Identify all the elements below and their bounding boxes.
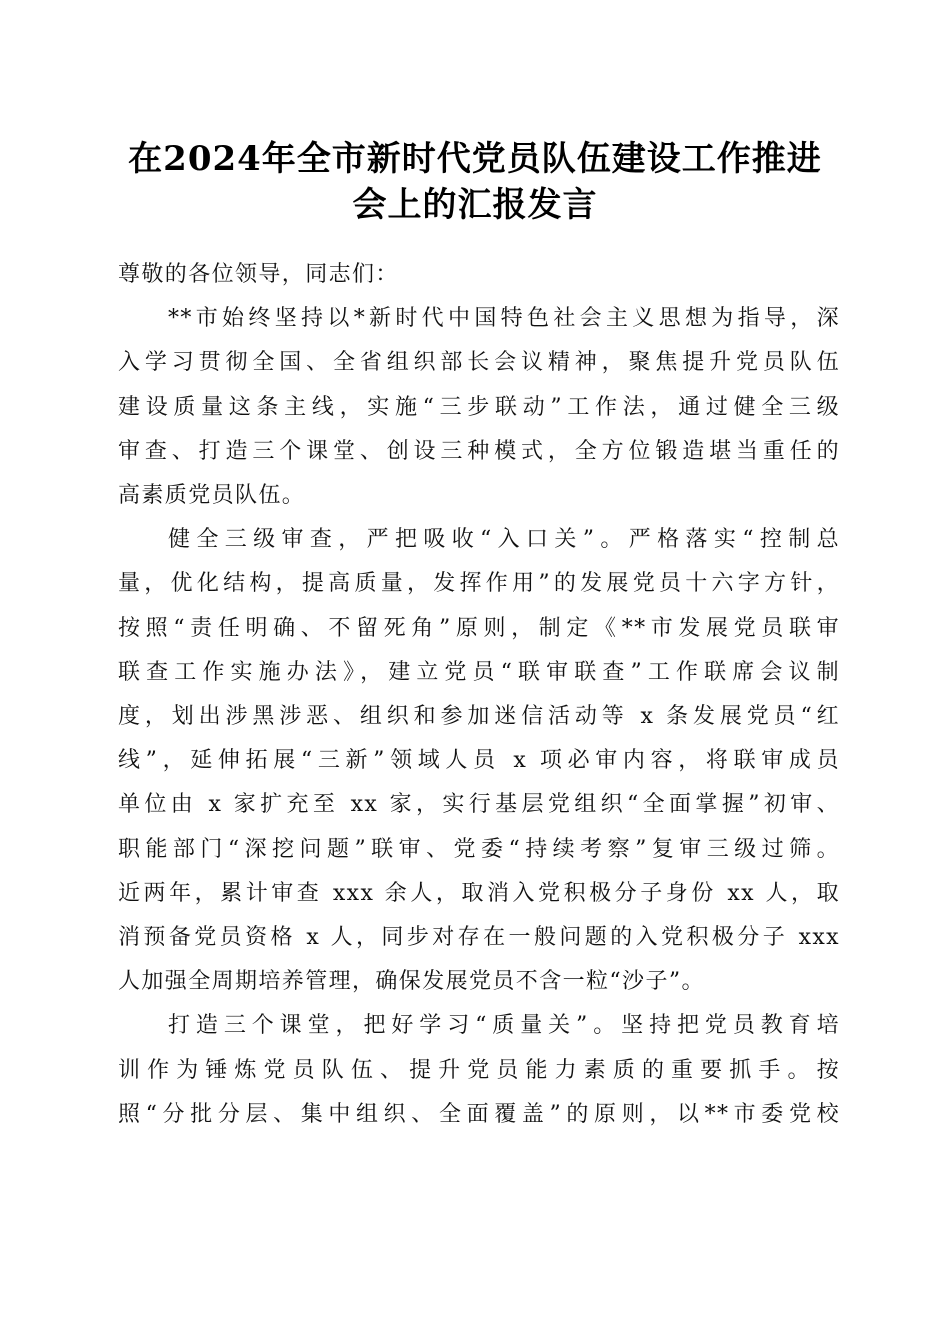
paragraph-line: 度，划出涉黑涉恶、组织和参加迷信活动等 x 条发展党员“红	[118, 704, 840, 730]
paragraph-intro	[118, 297, 840, 518]
document-body	[118, 253, 840, 1137]
paragraph-line: **市始终坚持以*新时代中国特色社会主义思想为指导，深	[168, 306, 840, 332]
paragraph-line: 照“分批分层、集中组织、全面覆盖”的原则，以**市委党校	[118, 1101, 840, 1127]
paragraph-line: 审查、打造三个课堂、创设三种模式，全方位锻造堪当重任的	[118, 438, 840, 464]
paragraph-line: 单位由 x 家扩充至 xx 家，实行基层党组织“全面掌握”初审、	[118, 792, 840, 818]
paragraph-line: 训作为锤炼党员队伍、提升党员能力素质的重要抓手。按	[118, 1057, 840, 1083]
paragraph-line: 消预备党员资格 x 人，同步对存在一般问题的入党积极分子 xxx	[118, 925, 840, 951]
greeting: 尊敬的各位领导，同志们：	[118, 262, 399, 287]
paragraph-line: 打造三个课堂，把好学习“质量关”。坚持把党员教育培	[168, 1013, 840, 1039]
title-line-2: 会上的汇报发言	[352, 185, 598, 225]
paragraph-line: 联查工作实施办法》，建立党员“联审联查”工作联席会议制	[118, 659, 840, 685]
document-title	[100, 136, 850, 228]
paragraph-line: 量，优化结构，提高质量，发挥作用”的发展党员十六字方针，	[118, 571, 840, 597]
paragraph-line: 入学习贯彻全国、全省组织部长会议精神，聚焦提升党员队伍	[118, 350, 840, 376]
paragraph-line: 按照“责任明确、不留死角”原则，制定《**市发展党员联审	[118, 615, 840, 641]
paragraph-review	[118, 518, 840, 1004]
paragraph-line: 线”，延伸拓展“三新”领域人员 x 项必审内容，将联审成员	[118, 748, 840, 774]
paragraph-line: 建设质量这条主线，实施“三步联动”工作法，通过健全三级	[118, 394, 840, 420]
title-line-1: 在2024年全市新时代党员队伍建设工作推进	[128, 139, 822, 179]
paragraph-line: 近两年，累计审查 xxx 余人，取消入党积极分子身份 xx 人，取	[118, 880, 840, 906]
paragraph-line: 职能部门“深挖问题”联审、党委“持续考察”复审三级过筛。	[118, 836, 840, 862]
paragraph-classroom	[118, 1004, 840, 1137]
paragraph-line: 人加强全周期培养管理，确保发展党员不含一粒“沙子”。	[118, 969, 705, 995]
paragraph-line: 高素质党员队伍。	[118, 483, 306, 509]
paragraph-line: 健全三级审查，严把吸收“入口关”。严格落实“控制总	[168, 527, 840, 553]
